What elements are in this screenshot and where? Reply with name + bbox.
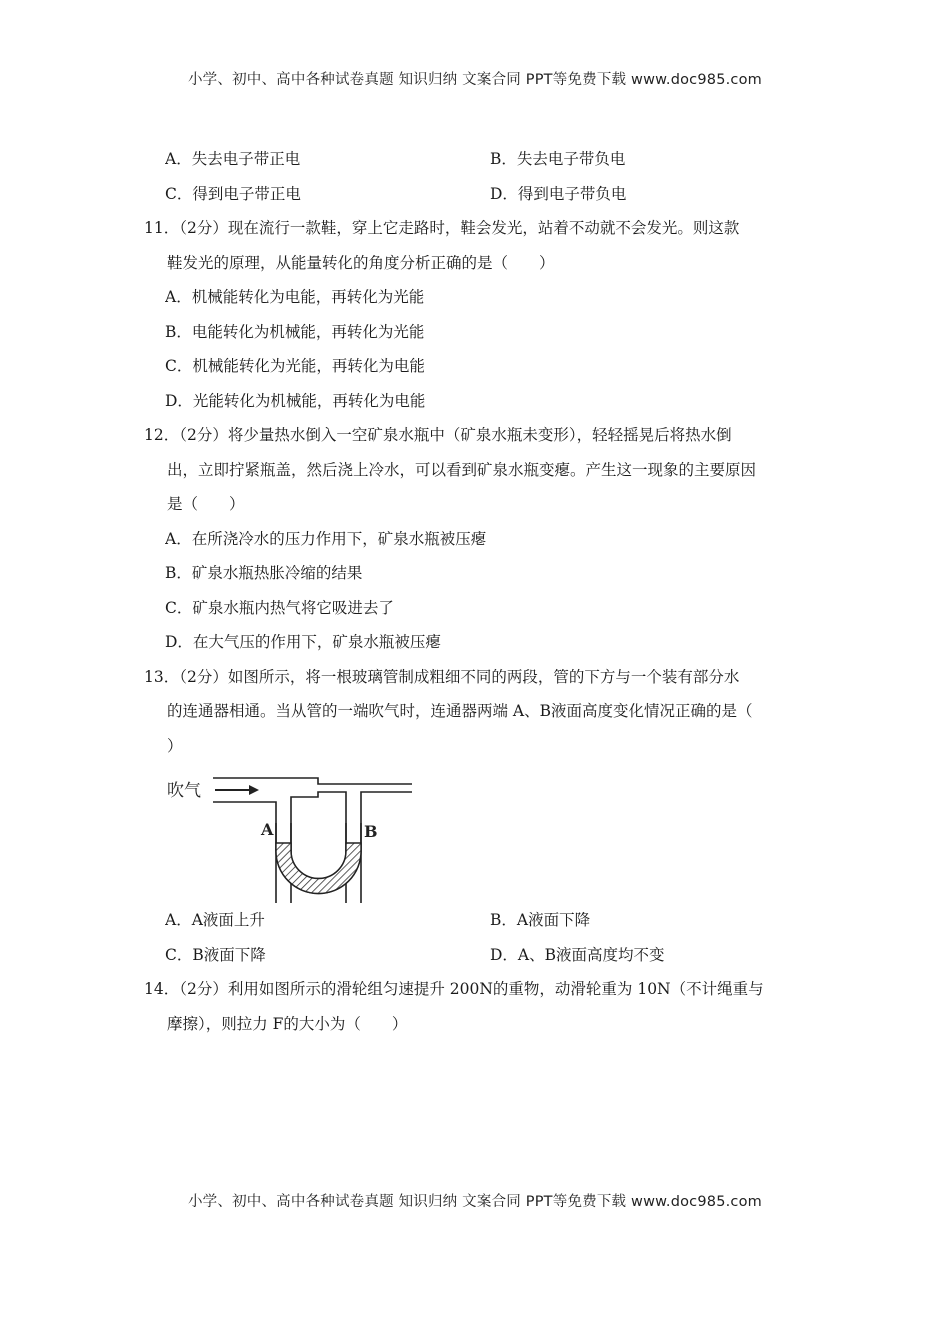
q11-option-d[interactable]: D．光能转化为机械能，再转化为电能 — [165, 391, 426, 410]
q12-stem-line-3: 是（ ） — [167, 495, 245, 513]
q13-options-row-1 — [165, 903, 815, 938]
q11-stem-line-2: 鞋发光的原理，从能量转化的角度分析正确的是（ ） — [167, 253, 555, 272]
q11-option-a[interactable]: A．机械能转化为电能，再转化为光能 — [165, 288, 425, 306]
q11-stem-line-1: 11．（2分）现在流行一款鞋，穿上它走路时，鞋会发光，站着不动就不会发光。则这款 — [144, 219, 740, 237]
page-footer: 小学、初中、高中各种试卷真题 知识归纳 文案合同 PPT等免费下载 www.doc985.com — [187, 1194, 763, 1210]
q12-option-c[interactable]: C．矿泉水瓶内热气将它吸进去了 — [165, 598, 394, 617]
q14-stem-line-2: 摩擦），则拉力 F的大小为（ ） — [167, 1014, 408, 1033]
blow-label: 吹气 — [167, 781, 201, 801]
label-a: A — [261, 820, 274, 839]
q12-option-a[interactable]: A．在所浇冷水的压力作用下，矿泉水瓶被压瘪 — [165, 529, 487, 548]
q10-option-a[interactable]: A．失去电子带正电 — [165, 150, 301, 168]
q11-option-b[interactable]: B．电能转化为机械能，再转化为光能 — [165, 322, 425, 341]
q13-stem-line-3: ） — [167, 736, 183, 755]
q10-option-c[interactable]: C．得到电子带正电 — [165, 184, 301, 203]
q12-option-b[interactable]: B．矿泉水瓶热胀冷缩的结果 — [165, 564, 363, 582]
u-tube-water — [165, 763, 425, 903]
q13-options-row-2 — [165, 938, 815, 973]
q13-stem-line-2: 的连通器相通。当从管的一端吹气时，连通器两端 A、B液面高度变化情况正确的是（ — [167, 702, 753, 720]
q13-option-c[interactable]: C．B液面下降 — [165, 945, 266, 964]
label-b: B — [364, 822, 378, 841]
q10-option-d[interactable]: D．得到电子带负电 — [490, 184, 627, 203]
q12-stem-line-2: 出，立即拧紧瓶盖，然后浇上冷水，可以看到矿泉水瓶变瘪。产生这一现象的主要原因 — [167, 460, 757, 479]
page-header: 小学、初中、高中各种试卷真题 知识归纳 文案合同 PPT等免费下载 www.doc985.com — [187, 72, 763, 88]
q13-stem-line-1: 13．（2分）如图所示，将一根玻璃管制成粗细不同的两段，管的下方与一个装有部分水 — [144, 667, 740, 686]
q12-option-d[interactable]: D．在大气压的作用下，矿泉水瓶被压瘪 — [165, 633, 441, 651]
q11-option-c[interactable]: C．机械能转化为光能，再转化为电能 — [165, 357, 425, 375]
q10-options-row-2 — [165, 177, 815, 212]
q12-stem-line-1: 12．（2分）将少量热水倒入一空矿泉水瓶中（矿泉水瓶未变形），轻轻摇晃后将热水倒 — [144, 426, 732, 444]
question-content — [144, 142, 815, 1041]
water-region — [276, 843, 361, 894]
q13-option-a[interactable]: A．A液面上升 — [165, 911, 265, 929]
q13-figure — [165, 763, 815, 903]
q13-option-d[interactable]: D．A、B液面高度均不变 — [490, 945, 665, 964]
q10-options-row-1 — [165, 142, 815, 177]
q13-option-b[interactable]: B．A液面下降 — [490, 911, 591, 929]
q14-stem-line-1: 14．（2分）利用如图所示的滑轮组匀速提升 200N的重物，动滑轮重为 10N（不计绳重与 — [144, 980, 764, 998]
q10-option-b[interactable]: B．失去电子带负电 — [490, 150, 626, 168]
